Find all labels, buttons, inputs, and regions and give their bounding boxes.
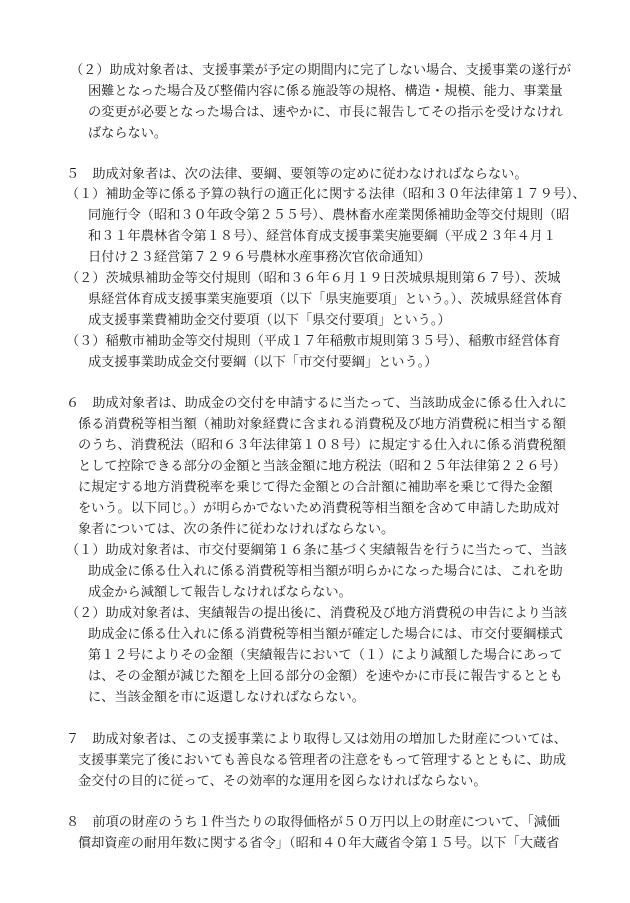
section-5-item-3-line-2: 成支援事業助成金交付要綱（以下「市交付要綱」という。）: [88, 355, 438, 370]
section-6-item-1-line-1: （１）助成対象者は、市交付要綱第１６条に基づく実績報告を行うに当たって、当該: [66, 543, 567, 558]
section-5-item-1-line-4: 日付け２３経営第７２９６号農林水産事務次官依命通知）: [88, 250, 431, 265]
section-6-item-2-line-4: は、その金額が減じた額を上回る部分の金額）を速やかに市長に報告するととも: [88, 669, 563, 684]
section-8-line-1: ８ 前項の財産のうち１件当たりの取得価格が５０万円以上の財産について、「減価: [66, 815, 560, 830]
section-6-heading-line-6: をいう。以下同じ。）が明らかでないため消費税等相当額を含めて申請した助成対: [78, 501, 560, 516]
section-8-line-2: 償却資産の耐用年数に関する省令」（昭和４０年大蔵省令第１５号。以下「大蔵省: [78, 836, 560, 851]
section-6-item-1-line-2: 助成金に係る仕入れに係る消費税等相当額が明らかになった場合には、これを助: [88, 564, 563, 579]
section-6-heading-line-5: に規定する地方消費税率を乗じて得た金額との合計額に補助率を乗じて得た金額: [78, 480, 553, 495]
section-6-item-1-line-3: 成金から減額して報告しなければならない。: [88, 585, 352, 600]
section-6-heading-line-3: のうち、消費税法（昭和６３年法律第１０８号）に規定する仕入れに係る消費税額: [78, 438, 566, 453]
section-5-item-1-line-3: 和３１年農林省令第１８号）、経営体育成支援事業実施要綱（平成２３年４月１: [88, 229, 557, 244]
section-6-heading-line-2: 係る消費税等相当額（補助対象経費に含まれる消費税及び地方消費税に相当する額: [78, 417, 566, 432]
section-6-heading-line-4: として控除できる部分の金額と当該金額に地方税法（昭和２５年法律第２２６号）: [78, 459, 566, 474]
section-5-item-2-line-1: （２）茨城県補助金等交付規則（昭和３６年６月１９日茨城県規則第６７号）、茨城: [66, 271, 561, 286]
section-5-item-3-line-1: （３）稲敷市補助金等交付規則（平成１７年稲敷市規則第３５号）、稲敷市経営体育: [66, 334, 561, 349]
section-5-heading: ５ 助成対象者は、次の法律、要綱、要領等の定めに従わなければならない。: [66, 167, 528, 182]
section-6-item-2-line-3: 第１２号によりその金額（実績報告において（１）により減額した場合にあって: [88, 648, 563, 663]
section-7-line-1: ７ 助成対象者は、この支援事業により取得し又は効用の増加した財産については、: [66, 732, 567, 747]
section-7-line-2: 支援事業完了後においても善良なる管理者の注意をもって管理するとともに、助成: [78, 753, 566, 768]
section-6-heading-line-7: 象者については、次の条件に従わなければならない。: [78, 522, 395, 537]
section-5-item-1-line-2: 同施行令（昭和３０年政令第２５５号）、農林畜水産業関係補助金等交付規則（昭: [88, 208, 570, 223]
section-6-item-2-line-1: （２）助成対象者は、実績報告の提出後に、消費税及び地方消費税の申告により当該: [66, 606, 568, 621]
section-7-line-3: 金交付の目的に従って、その効率的な運用を図らなければならない。: [78, 774, 487, 789]
section-6-item-2-line-5: に、当該金額を市に返還しなければならない。: [88, 690, 365, 705]
item-4-2-line-2: 困難となった場合及び整備内容に係る施設等の規格、構造・規模、能力、事業量: [88, 84, 563, 99]
item-4-2-line-1: （２）助成対象者は、支援事業が予定の期間内に完了しない場合、支援事業の遂行が: [70, 63, 572, 78]
section-5-item-2-line-3: 成支援事業費補助金交付要項（以下「県交付要項」という。）: [88, 313, 451, 328]
item-4-2-line-3: の変更が必要となった場合は、速やかに、市長に報告してその指示を受けなけれ: [88, 105, 563, 120]
section-6-item-2-line-2: 助成金に係る仕入れに係る消費税等相当額が確定した場合には、市交付要綱様式: [88, 627, 563, 642]
section-6-heading-line-1: ６ 助成対象者は、助成金の交付を申請するに当たって、当該助成金に係る仕入れに: [66, 396, 567, 411]
section-5-item-2-line-2: 県経営体育成支援事業実施要項（以下「県実施要項」という。）、茨城県経営体育: [88, 292, 563, 307]
section-5-item-1-line-1: （１）補助金等に係る予算の執行の適正化に関する法律（昭和３０年法律第１７９号）、: [66, 187, 586, 202]
item-4-2-line-4: ばならない。: [88, 126, 168, 141]
